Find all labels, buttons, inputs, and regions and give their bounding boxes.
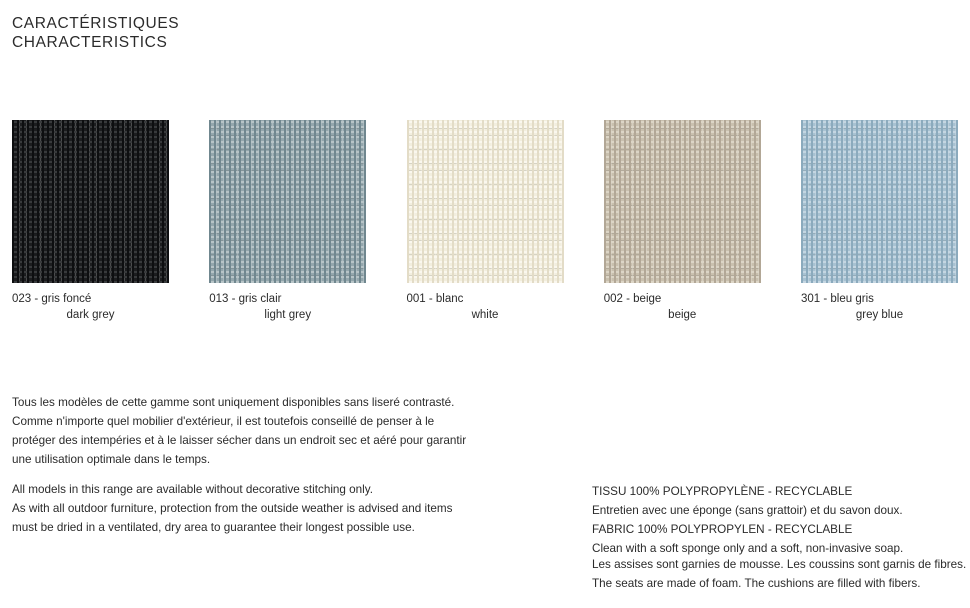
swatch-code: 301 - bleu gris bbox=[801, 293, 874, 305]
swatch-name-english: white bbox=[471, 308, 499, 321]
swatch-labels bbox=[604, 292, 761, 323]
swatch-code: 001 - blanc bbox=[406, 293, 464, 305]
swatch-name-english: grey blue bbox=[855, 308, 904, 321]
swatch-labels bbox=[12, 292, 169, 323]
paragraph-line-care: Entretien avec une éponge (sans grattoir) et du savon doux. bbox=[592, 503, 903, 517]
paragraph-line-filling: Les assises sont garnies de mousse. Les coussins sont garnis de fibres. bbox=[592, 558, 967, 571]
paragraph-line-care: Clean with a soft sponge only and a soft, non-invasive soap. bbox=[592, 541, 904, 555]
paragraph-french bbox=[12, 394, 482, 470]
swatch-cell bbox=[801, 120, 958, 323]
fabric-swatch-image bbox=[12, 120, 169, 283]
fabric-swatch-image bbox=[407, 120, 564, 283]
paragraph-line-en: must be dried in a ventilated, dry area to guarantee their longest possible use. bbox=[12, 520, 415, 534]
fabric-swatch-image bbox=[604, 120, 761, 283]
weave-texture bbox=[604, 120, 761, 283]
page-title-en: CHARACTERISTICS bbox=[12, 34, 168, 52]
paragraph-line-en: All models in this range are available without decorative stitching only. bbox=[12, 483, 373, 496]
weave-texture bbox=[801, 120, 958, 283]
paragraph-line-care: TISSU 100% POLYPROPYLÈNE - RECYCLABLE bbox=[592, 485, 853, 498]
fabric-swatch-row bbox=[12, 120, 958, 323]
weave-texture bbox=[12, 120, 169, 283]
paragraph-line-fr: une utilisation optimale dans le temps. bbox=[12, 452, 211, 466]
swatch-name-english: light grey bbox=[264, 308, 312, 321]
swatch-code: 023 - gris foncé bbox=[12, 293, 92, 305]
swatch-name-english: dark grey bbox=[66, 308, 115, 321]
paragraph-line-filling: The seats are made of foam. The cushions are filled with fibers. bbox=[592, 576, 921, 590]
swatch-labels bbox=[209, 292, 366, 323]
swatch-code: 002 - beige bbox=[603, 293, 662, 305]
paragraph-filling bbox=[592, 556, 967, 594]
paragraph-line-fr: Comme n'importe quel mobilier d'extérieur, il est toutefois conseillé de penser à le bbox=[12, 414, 435, 428]
paragraph-line-fr: protéger des intempéries et à le laisser sécher dans un endroit sec et aéré pour garantir bbox=[12, 433, 467, 447]
swatch-cell bbox=[12, 120, 169, 323]
weave-texture bbox=[407, 120, 564, 283]
fabric-swatch-image bbox=[209, 120, 366, 283]
page-title bbox=[12, 14, 179, 53]
paragraph-line-care: FABRIC 100% POLYPROPYLEN - RECYCLABLE bbox=[592, 522, 853, 536]
swatch-cell bbox=[407, 120, 564, 323]
swatch-cell bbox=[604, 120, 761, 323]
paragraph-line-en: As with all outdoor furniture, protection from the outside weather is advised and items bbox=[12, 501, 453, 515]
paragraph-line-fr: Tous les modèles de cette gamme sont uniquement disponibles sans liseré contrasté. bbox=[12, 396, 455, 409]
swatch-labels bbox=[801, 292, 958, 323]
weave-texture bbox=[209, 120, 366, 283]
swatch-cell bbox=[209, 120, 366, 323]
paragraph-fabric-care bbox=[592, 483, 962, 559]
page-title-fr: CARACTÉRISTIQUES bbox=[12, 15, 180, 32]
swatch-name-english: beige bbox=[668, 308, 697, 321]
swatch-labels bbox=[407, 292, 564, 323]
paragraph-english bbox=[12, 481, 482, 538]
swatch-code: 013 - gris clair bbox=[209, 293, 282, 305]
fabric-swatch-image bbox=[801, 120, 958, 283]
